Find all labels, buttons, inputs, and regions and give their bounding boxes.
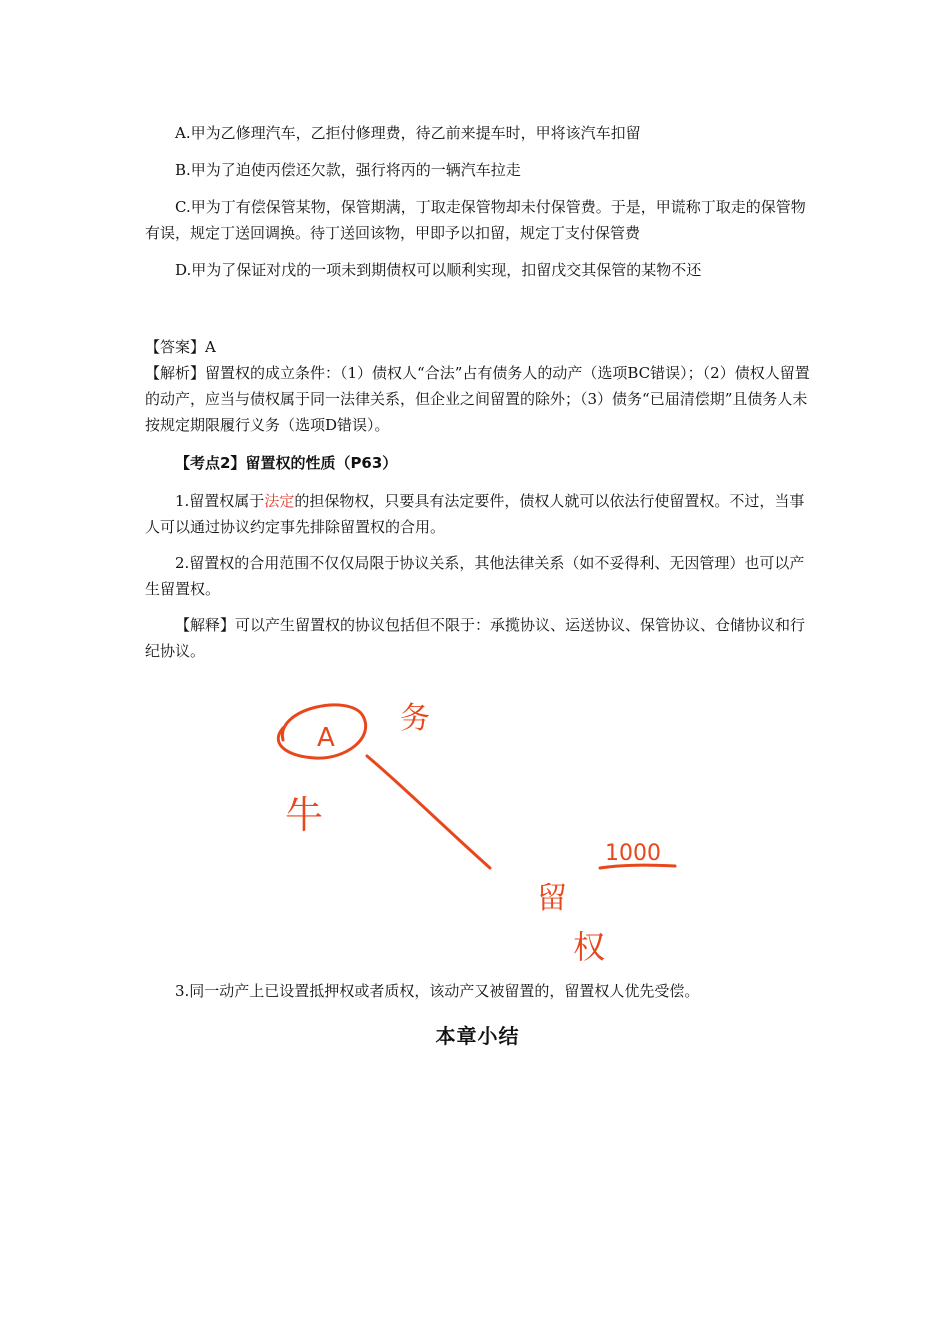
section-title: 【考点2】留置权的性质（P63） — [175, 454, 398, 472]
sketch-svg — [145, 678, 810, 978]
chapter-summary-title: 本章小结 — [435, 1024, 520, 1048]
sketch-word-quan: 权 — [573, 928, 606, 966]
sketch-letter-a: A — [317, 723, 335, 753]
document-page — [145, 120, 810, 1049]
sketch-word-liu: 留 — [537, 881, 567, 916]
handwritten-sketch — [145, 678, 810, 978]
option-a: A.甲为乙修理汽车，乙拒付修理费，待乙前来提车时，甲将该汽车扣留 — [175, 124, 641, 142]
answer: 【答案】A — [145, 338, 216, 356]
sketch-word-niu: 牛 — [285, 793, 324, 837]
point-3: 3.同一动产上已设置抵押权或者质权，该动产又被留置的，留置权人优先受偿。 — [175, 982, 700, 1000]
option-d: D.甲为了保证对戊的一项未到期债权可以顺利实现，扣留戊交其保管的某物不还 — [175, 261, 702, 279]
highlight-legal: 法定 — [264, 492, 295, 510]
analysis: 【解析】留置权的成立条件：（1）债权人“合法”占有债务人的动产（选项BC错误）；（2）债权人留置的动产，应当与债权属于同一法律关系，但企业之间留置的除外；（3）债务“已届清偿期”且债务人未按规定期限履行义务（选项D错误）。 — [145, 364, 810, 434]
point-1: 1.留置权属于法定的担保物权，只要具有法定要件，债权人就可以依法行使留置权。不过，当事人可以通过协议约定事先排除留置权的合用。 — [145, 492, 805, 536]
explain: 【解释】可以产生留置权的协议包括但不限于：承揽协议、运送协议、保管协议、仓储协议和行纪协议。 — [145, 616, 806, 660]
sketch-line — [367, 756, 490, 868]
point-2: 2.留置权的合用范围不仅仅局限于协议关系，其他法律关系（如不妥得利、无因管理）也可以产生留置权。 — [145, 554, 805, 598]
option-b: B.甲为了迫使丙偿还欠款，强行将丙的一辆汽车拉走 — [175, 161, 521, 179]
sketch-word-wu: 务 — [400, 701, 430, 736]
sketch-amount: 1000 — [605, 841, 661, 866]
option-c: C.甲为丁有偿保管某物，保管期满，丁取走保管物却未付保管费。于是，甲谎称丁取走的保管物有误，规定丁送回调换。待丁送回该物，甲即予以扣留，规定丁支付保管费 — [145, 198, 806, 242]
